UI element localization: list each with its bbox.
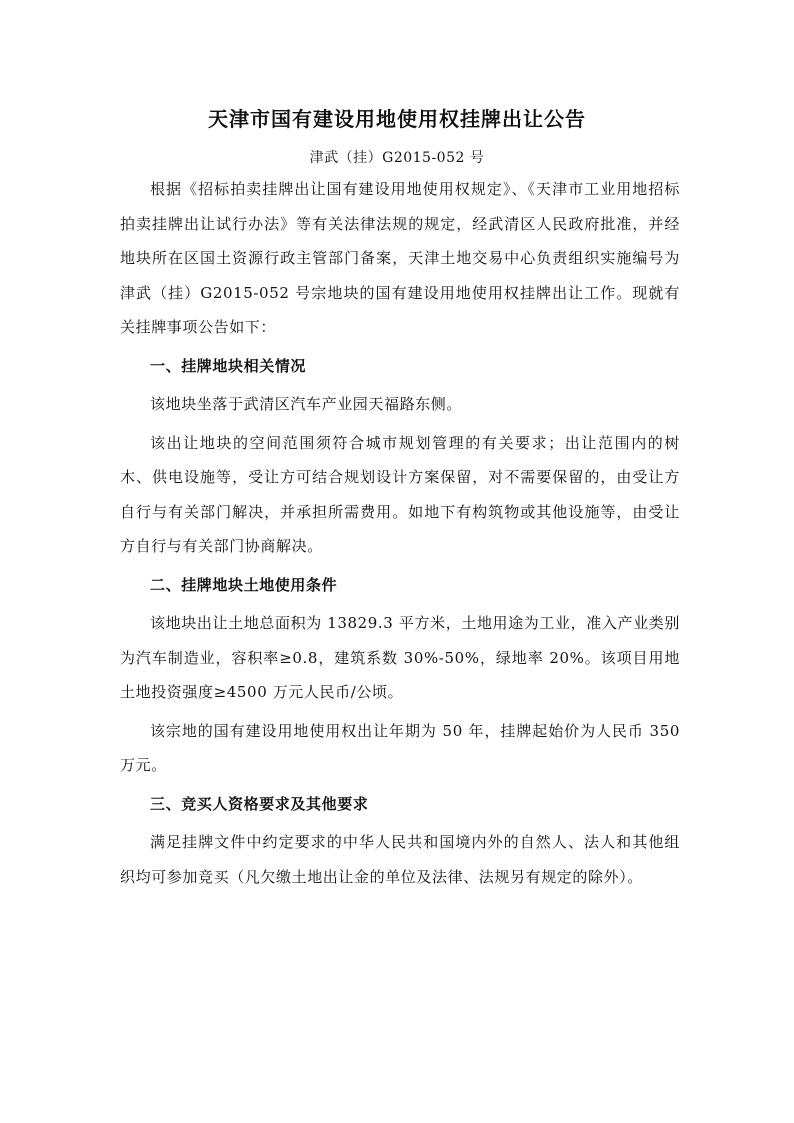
section-heading-2: 二、挂牌地块土地使用条件 (150, 575, 338, 594)
section-2-paragraph-2: 该宗地的国有建设用地使用权出让年期为 50 年，挂牌起始价为人民币 350 万元。 (120, 721, 680, 774)
document-number: 津武（挂）G2015-052 号 (309, 150, 485, 166)
intro-paragraph: 根据《招标拍卖挂牌出让国有建设用地使用权规定》、《天津市工业用地招标拍卖挂牌出让试行办法》等有关法律法规的规定，经武清区人民政府批准，并经地块所在区国土资源行政主管部门备案，天津土地交易中心负责组织实施编号为津武（挂）G2015-052 号宗地块的国有建设用地使用权挂牌出让工作。现就有关挂牌事项公告如下： (120, 180, 680, 336)
page-title: 天津市国有建设用地使用权挂牌出让公告 (208, 107, 586, 131)
section-1-paragraph-2: 该出让地块的空间范围须符合城市规划管理的有关要求；出让范围内的树木、供电设施等，受让方可结合规划设计方案保留，对不需要保留的，由受让方自行与有关部门解决，并承担所需费用。如地下有构筑物或其他设施等，由受让方自行与有关部门协商解决。 (120, 433, 680, 555)
document-body (120, 172, 680, 894)
section-1-paragraph-1: 该地块坐落于武清区汽车产业园天福路东侧。 (150, 395, 463, 413)
section-heading-1: 一、挂牌地块相关情况 (150, 356, 307, 375)
section-2-paragraph-1: 该地块出让土地总面积为 13829.3 平方米，土地用途为工业，准入产业类别为汽车制造业，容积率≥0.8，建筑系数 30%-50%，绿地率 20%。该项目用地土地投资强度≥4500 万元人民币/公顷。 (120, 614, 680, 701)
section-heading-3: 三、竞买人资格要求及其他要求 (150, 794, 369, 813)
section-3-paragraph-1: 满足挂牌文件中约定要求的中华人民共和国境内外的自然人、法人和其他组织均可参加竞买（凡欠缴土地出让金的单位及法律、法规另有规定的除外）。 (120, 833, 680, 886)
